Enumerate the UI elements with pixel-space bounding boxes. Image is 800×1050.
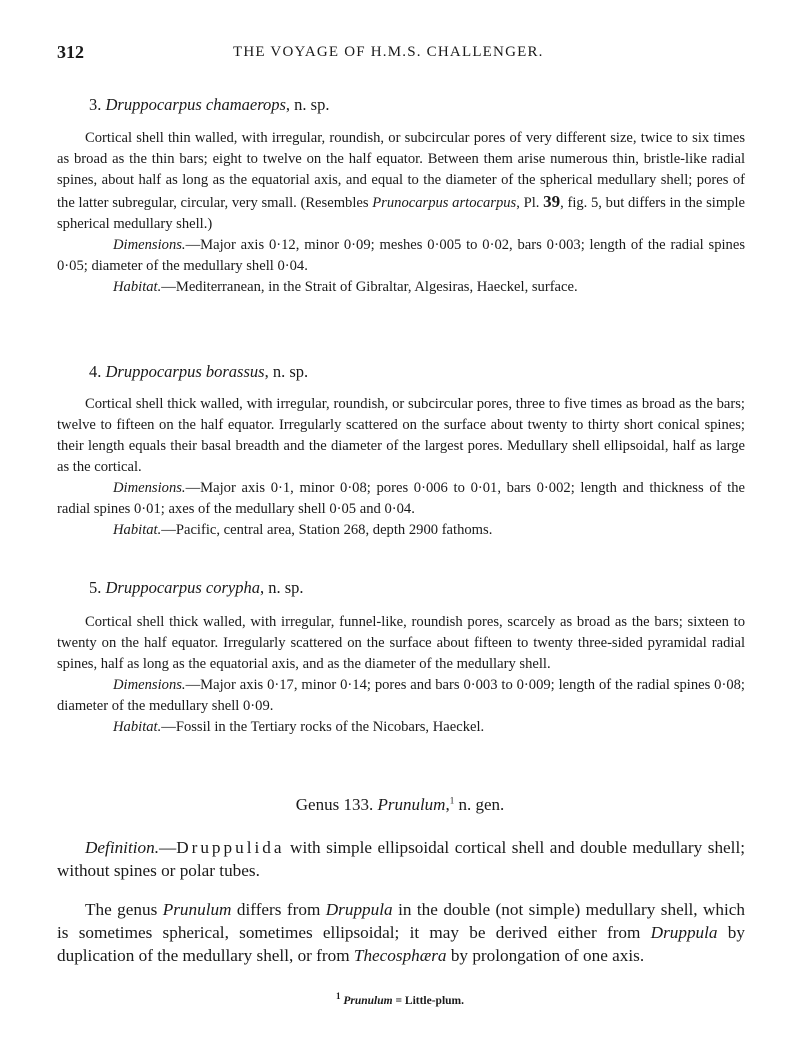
species-name: Druppocarpus chamaerops	[105, 95, 286, 114]
genus-heading	[0, 795, 800, 815]
species-suffix: , n. sp.	[264, 362, 309, 381]
taxon-name: Prunulum	[162, 900, 232, 919]
habitat-label: Habitat.	[113, 522, 162, 538]
species-description	[57, 128, 745, 235]
discussion-text: in the double (not simple) medullary shell, which is sometimes spherical, sometimes ellipsoidal; it may be derived either from	[57, 900, 745, 942]
plate-prefix: , Pl.	[516, 195, 544, 211]
habitat-text: —Fossil in the Tertiary rocks of the Nicobars, Haeckel.	[161, 719, 485, 735]
footnote-term: Prunulum	[343, 994, 393, 1007]
running-title: THE VOYAGE OF H.M.S. CHALLENGER.	[233, 44, 544, 60]
dimensions-label: Dimensions.	[113, 480, 186, 496]
dimensions-label: Dimensions.	[113, 677, 186, 693]
habitat-text: —Pacific, central area, Station 268, depth 2900 fathoms.	[161, 522, 493, 538]
genus-discussion	[57, 898, 745, 967]
species-description: Cortical shell thick walled, with irregular, roundish, or subcircular pores, three to five times as broad as the bars; twelve to fifteen on the half equator. Irregularly scattered on the surface about twenty to thirty short conical spines; their length equals their basal breadth and the diameter of the largest pores. Medullary shell ellipsoidal, half as large as the cortical.	[57, 396, 745, 475]
footnote-reference: 1	[449, 795, 455, 806]
species-description: Cortical shell thick walled, with irregular, funnel-like, roundish pores, scarcely as broad as the bars; sixteen to twenty on the half equator. Irregularly scattered on the surface about fifteen to twenty three-sided pyramidal radial spines, half as long as the equatorial axis, and as the diameter of the medullary shell.	[57, 614, 745, 672]
dimensions-label: Dimensions.	[113, 237, 186, 253]
page-header	[57, 42, 745, 66]
habitat-line	[57, 277, 745, 298]
definition-text: with simple ellipsoidal cortical shell and double medullary shell; without spines or polar tubes.	[57, 838, 745, 880]
habitat-line	[57, 520, 745, 541]
discussion-text: The genus	[85, 900, 163, 919]
species-suffix: , n. sp.	[259, 578, 304, 597]
taxon-name: Druppula	[650, 923, 718, 942]
species-suffix: , n. sp.	[285, 95, 330, 114]
species-entry-5	[57, 612, 745, 738]
habitat-label: Habitat.	[113, 719, 162, 735]
dimensions-line	[57, 235, 745, 277]
dimensions-text: —Major axis 0·12, minor 0·09; meshes 0·005 to 0·02, bars 0·003; length of the radial spines 0·05; diameter of the medullary shell 0·04.	[57, 237, 745, 274]
genus-definition	[57, 836, 745, 882]
dimensions-line	[57, 478, 745, 520]
definition-dash: —	[159, 838, 177, 857]
discussion-text: by duplication of the medullary shell, or from	[57, 923, 745, 965]
dimensions-line	[57, 675, 745, 717]
taxon-name: Druppula	[325, 900, 393, 919]
species-entry-3	[57, 128, 745, 298]
footnote	[0, 991, 800, 1007]
dimensions-text: —Major axis 0·1, minor 0·08; pores 0·006 to 0·01, bars 0·002; length and thickness of the radial spines 0·01; axes of the medullary shell 0·05 and 0·04.	[57, 480, 745, 517]
description-text: , fig. 5, but differs in the simple spherical medullary shell.)	[57, 195, 746, 232]
habitat-label: Habitat.	[113, 279, 162, 295]
genus-comma: ,	[445, 795, 450, 814]
species-name: Druppocarpus borassus	[105, 362, 265, 381]
species-heading-3	[89, 95, 329, 115]
species-heading-5	[89, 578, 304, 598]
family-name: Druppulida	[176, 838, 285, 857]
plate-number: 39	[543, 192, 561, 211]
footnote-mark: 1	[335, 991, 341, 1001]
definition-label: Definition.	[85, 838, 159, 857]
species-number: 3.	[89, 95, 102, 114]
discussion-text: differs from	[231, 900, 326, 919]
species-heading-4	[89, 362, 308, 382]
description-text: Cortical shell thin walled, with irregular, roundish, or subcircular pores of very different size, twice to six times as broad as the thin bars; eight to twelve on the half equator. Between them arise numerous thin, bristle-like radial spines, about half as long as the equatorial axis, and equal to the diameter of the spherical medullary shell; pores of the latter subregular, circular, very small. (Resembles	[57, 130, 745, 211]
habitat-line	[57, 717, 745, 738]
genus-suffix: n. gen.	[454, 795, 505, 814]
page-number: 312	[57, 42, 84, 62]
genus-name: Prunulum	[377, 795, 446, 814]
genus-number: Genus 133.	[295, 795, 378, 814]
discussion-text: by prolongation of one axis.	[446, 946, 645, 965]
species-name: Druppocarpus corypha	[105, 578, 260, 597]
reference-species: Prunocarpus artocarpus	[372, 195, 517, 211]
habitat-text: —Mediterranean, in the Strait of Gibraltar, Algesiras, Haeckel, surface.	[161, 279, 578, 295]
dimensions-text: —Major axis 0·17, minor 0·14; pores and bars 0·003 to 0·009; length of the radial spines 0·08; diameter of the medullary shell 0·09.	[57, 677, 745, 714]
species-entry-4	[57, 394, 745, 541]
species-number: 5.	[89, 578, 102, 597]
taxon-name: Thecosphæra	[353, 946, 447, 965]
species-number: 4.	[89, 362, 102, 381]
footnote-text: = Little-plum.	[392, 994, 464, 1007]
